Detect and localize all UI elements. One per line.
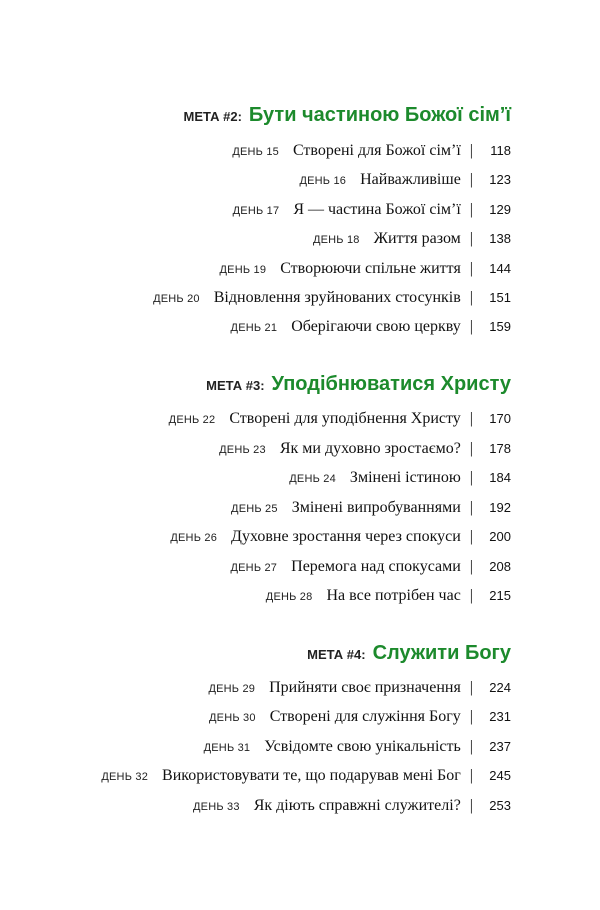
toc-entry[interactable] bbox=[219, 440, 511, 464]
day-label: ДЕНЬ 19 bbox=[219, 264, 267, 276]
toc-entry[interactable] bbox=[266, 587, 511, 611]
page-number: 144 bbox=[489, 261, 511, 276]
separator: | bbox=[469, 230, 473, 247]
chapter-title: Оберігаючи свою церкву bbox=[291, 318, 461, 335]
toc-entry[interactable] bbox=[193, 797, 511, 821]
goal-label: МЕТА #3: bbox=[206, 378, 265, 393]
separator: | bbox=[469, 708, 473, 725]
goal-title: Уподібнюватися Христу bbox=[271, 373, 511, 395]
page-number: 159 bbox=[489, 319, 511, 334]
chapter-title: Використовувати те, що подарував мені Бог bbox=[162, 767, 461, 784]
toc-entry[interactable] bbox=[170, 528, 511, 552]
chapter-title: Перемога над спокусами bbox=[291, 558, 461, 575]
section-heading bbox=[206, 373, 511, 396]
day-label: ДЕНЬ 15 bbox=[232, 146, 279, 158]
day-label: ДЕНЬ 30 bbox=[209, 712, 256, 724]
separator: | bbox=[469, 318, 473, 335]
page-number: 200 bbox=[489, 529, 511, 544]
page-number: 178 bbox=[489, 441, 511, 456]
toc-entry[interactable] bbox=[233, 201, 511, 225]
page-number: 192 bbox=[489, 500, 511, 515]
toc-entry[interactable] bbox=[153, 289, 511, 313]
page-number: 237 bbox=[489, 739, 511, 754]
day-label: ДЕНЬ 29 bbox=[208, 683, 256, 695]
day-label: ДЕНЬ 16 bbox=[299, 175, 347, 187]
chapter-title: Я — частина Божої сім’ї bbox=[293, 201, 461, 218]
goal-label: МЕТА #2: bbox=[183, 109, 242, 124]
separator: | bbox=[469, 142, 473, 159]
chapter-title: Прийняти своє призначення bbox=[269, 679, 461, 696]
page-number: 151 bbox=[489, 290, 511, 305]
toc-entry[interactable] bbox=[230, 558, 511, 582]
goal-title: Служити Богу bbox=[372, 642, 511, 664]
day-label: ДЕНЬ 22 bbox=[168, 414, 216, 426]
page-number: 208 bbox=[489, 559, 511, 574]
day-label: ДЕНЬ 32 bbox=[101, 771, 149, 783]
separator: | bbox=[469, 440, 473, 457]
day-label: ДЕНЬ 25 bbox=[231, 503, 278, 515]
chapter-title: Усвідомте свою унікальність bbox=[264, 738, 461, 755]
toc-entry[interactable] bbox=[101, 767, 511, 791]
separator: | bbox=[469, 469, 473, 486]
toc-entry[interactable] bbox=[209, 708, 511, 732]
goal-title: Бути частиною Божої сім’ї bbox=[248, 104, 511, 126]
chapter-title: Змінені випробуваннями bbox=[291, 499, 461, 516]
separator: | bbox=[469, 171, 473, 188]
toc-entry[interactable] bbox=[313, 230, 511, 254]
separator: | bbox=[469, 558, 473, 575]
chapter-title: Життя разом bbox=[373, 230, 461, 247]
separator: | bbox=[469, 587, 473, 604]
page-number: 184 bbox=[489, 470, 511, 485]
separator: | bbox=[469, 738, 473, 755]
day-label: ДЕНЬ 21 bbox=[230, 322, 278, 334]
day-label: ДЕНЬ 28 bbox=[265, 591, 313, 603]
goal-label: МЕТА #4: bbox=[307, 647, 366, 662]
day-label: ДЕНЬ 18 bbox=[312, 234, 360, 246]
toc-entry[interactable] bbox=[208, 679, 511, 703]
page-number: 245 bbox=[489, 768, 511, 783]
page-number: 138 bbox=[489, 231, 511, 246]
separator: | bbox=[469, 679, 473, 696]
chapter-title: Змінені істиною bbox=[349, 469, 461, 486]
day-label: ДЕНЬ 27 bbox=[230, 562, 278, 574]
separator: | bbox=[469, 528, 473, 545]
toc-entry[interactable] bbox=[231, 318, 511, 342]
day-label: ДЕНЬ 20 bbox=[153, 293, 200, 305]
chapter-title: Створені для Божої сім’ї bbox=[292, 142, 461, 159]
section-heading bbox=[307, 642, 511, 665]
page-number: 224 bbox=[489, 680, 511, 695]
day-label: ДЕНЬ 33 bbox=[193, 801, 240, 813]
page-number: 118 bbox=[490, 143, 511, 158]
toc-entry[interactable] bbox=[231, 499, 511, 523]
day-label: ДЕНЬ 17 bbox=[232, 205, 280, 217]
page-number: 123 bbox=[489, 172, 511, 187]
page-number: 129 bbox=[489, 202, 511, 217]
separator: | bbox=[469, 289, 473, 306]
toc-entry[interactable] bbox=[299, 171, 511, 195]
chapter-title: Як діють справжні служителі? bbox=[253, 797, 461, 814]
toc-entry[interactable] bbox=[232, 142, 511, 166]
chapter-title: Духовне зростання через спокуси bbox=[231, 528, 461, 545]
chapter-title: Найважливіше bbox=[360, 171, 461, 188]
separator: | bbox=[469, 260, 473, 277]
page-number: 215 bbox=[489, 588, 511, 603]
page-number: 231 bbox=[489, 709, 511, 724]
page-number: 170 bbox=[489, 411, 511, 426]
separator: | bbox=[469, 767, 473, 784]
separator: | bbox=[469, 201, 473, 218]
day-label: ДЕНЬ 23 bbox=[219, 444, 266, 456]
chapter-title: Як ми духовно зростаємо? bbox=[279, 440, 461, 457]
separator: | bbox=[469, 499, 473, 516]
chapter-title: Створені для уподібнення Христу bbox=[229, 410, 461, 427]
chapter-title: Відновлення зруйнованих стосунків bbox=[213, 289, 461, 306]
chapter-title: На все потрібен час bbox=[326, 587, 461, 604]
toc-entry[interactable] bbox=[169, 410, 511, 434]
day-label: ДЕНЬ 26 bbox=[170, 532, 218, 544]
toc-entry[interactable] bbox=[220, 260, 511, 284]
chapter-title: Створюючи спільне життя bbox=[280, 260, 461, 277]
day-label: ДЕНЬ 31 bbox=[203, 742, 251, 754]
day-label: ДЕНЬ 24 bbox=[289, 473, 336, 485]
page-number: 253 bbox=[489, 798, 511, 813]
section-heading bbox=[184, 104, 512, 127]
separator: | bbox=[469, 797, 473, 814]
toc-entry[interactable] bbox=[204, 738, 511, 762]
toc-entry[interactable] bbox=[289, 469, 511, 493]
separator: | bbox=[469, 410, 473, 427]
chapter-title: Створені для служіння Богу bbox=[269, 708, 461, 725]
